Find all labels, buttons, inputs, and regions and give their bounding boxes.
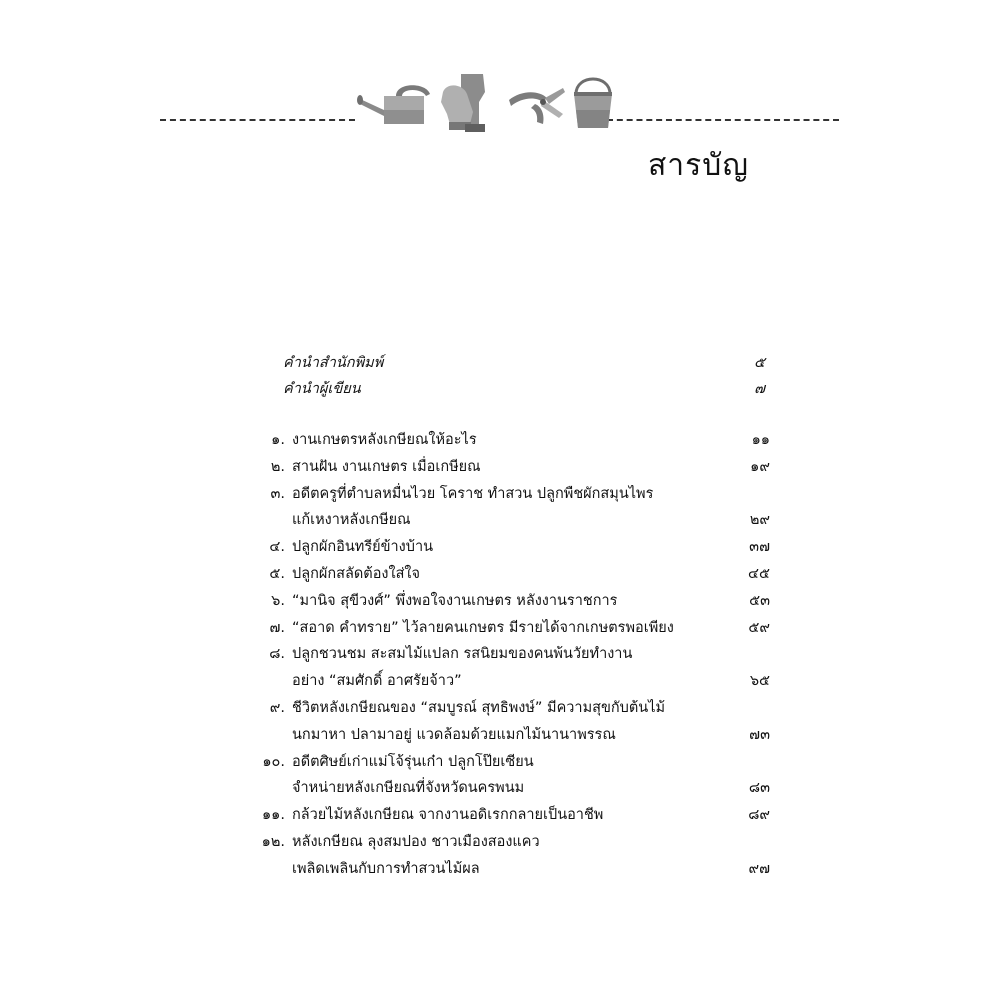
chapter-page-number: ๒๙ [749,512,770,529]
chapter-number: ๑๐. [262,753,285,770]
chapter-row [0,427,1000,453]
chapter-row [0,856,1000,882]
chapter-row [0,749,1000,775]
chapter-title: “มานิจ สุขีวงศ์” พึ่งพอใจงานเกษตร หลังงานราชการ [292,592,618,609]
chapter-number: ๙. [269,700,285,716]
chapter-title: นกมาหา ปลามาอยู่ แวดล้อมด้วยแมกไม้นานาพรรณ [292,726,616,743]
chapter-page-number: ๖๕ [749,673,770,690]
chapter-page-number: ๓๗ [749,539,770,556]
chapter-page-number: ๑๑ [751,432,770,448]
chapter-title: งานเกษตรหลังเกษียณให้อะไร [292,432,477,448]
chapter-row [0,615,1000,641]
chapter-page-number: ๔๕ [748,566,770,582]
bucket-icon [570,72,616,132]
chapter-number: ๘. [269,646,285,663]
chapter-number: ๑. [271,432,285,448]
chapter-row [0,802,1000,828]
chapter-title: “สอาด คำทราย” ไว้ลายคนเกษตร มีรายได้จากเกษตรพอเพียง [292,619,674,636]
chapter-row [0,507,1000,533]
chapter-row [0,775,1000,801]
chapter-number: ๒. [270,458,285,475]
chapter-number: ๓. [270,485,285,502]
header-divider-right [607,119,839,121]
chapter-row [0,722,1000,748]
chapter-page-number: ๙๗ [748,860,770,877]
preface-page-number: ๗ [754,381,765,397]
gardening-gloves-icon [439,72,501,134]
chapter-title: อดีตครูที่ตำบลหมื่นไวย โคราช ทำสวน ปลูกพืชผักสมุนไพร [292,485,654,502]
chapter-title: เพลิดเพลินกับการทำสวนไม้ผล [292,860,480,877]
preface-page-number: ๕ [754,355,765,371]
chapter-title: ปลูกชวนชม สะสมไม้แปลก รสนิยมของคนพ้นวัยทำงาน [292,646,633,663]
chapter-number: ๕. [269,566,285,582]
chapter-number: ๑๑. [261,807,285,824]
preface-row [0,350,1000,376]
chapter-title: กล้วยไม้หลังเกษียณ จากงานอดิเรกกลายเป็นอาชีพ [292,807,604,824]
chapter-title: แก้เหงาหลังเกษียณ [292,512,411,529]
chapter-row [0,454,1000,480]
header-divider-left [160,119,355,121]
chapter-number: ๑๒. [261,834,285,850]
chapter-title: สานฝัน งานเกษตร เมื่อเกษียณ [292,458,481,475]
pruning-shears-icon [505,84,567,126]
chapter-row [0,641,1000,667]
chapter-title: ปลูกผักสลัดต้องใส่ใจ [292,566,421,582]
chapter-page-number: ๕๙ [748,619,770,636]
chapter-row [0,481,1000,507]
chapter-title: จำหน่ายหลังเกษียณที่จังหวัดนครพนม [292,780,525,797]
chapter-row [0,829,1000,855]
chapter-page-number: ๑๙ [750,458,770,475]
watering-can-icon [356,80,438,128]
chapter-page-number: ๗๓ [749,726,770,743]
chapter-title: ปลูกผักอินทรีย์ข้างบ้าน [292,539,433,556]
page-title: สารบัญ [648,148,749,183]
preface-row [0,376,1000,402]
chapter-page-number: ๘๓ [748,780,770,797]
chapter-page-number: ๘๙ [748,807,770,824]
chapter-title: อดีตศิษย์เก่าแม่โจ้รุ่นเก๋า ปลูกโป๊ยเซียน [292,753,534,770]
chapter-title: หลังเกษียณ ลุงสมปอง ชาวเมืองสองแคว [292,834,540,850]
chapter-row [0,668,1000,694]
chapter-title: ชีวิตหลังเกษียณของ “สมบูรณ์ สุทธิพงษ์” มีความสุขกับต้นไม้ [292,700,666,716]
chapter-page-number: ๕๓ [749,592,770,609]
preface-title: คำนำผู้เขียน [283,381,361,397]
chapter-number: ๖. [271,592,285,609]
preface-title: คำนำสำนักพิมพ์ [283,355,384,371]
chapter-number: ๗. [269,619,285,636]
chapter-number: ๔. [269,539,285,556]
chapter-row [0,695,1000,721]
chapter-row [0,534,1000,560]
chapter-row [0,588,1000,614]
chapter-row [0,561,1000,587]
chapter-title: อย่าง “สมศักดิ์ อาศรัยจ้าว” [292,673,462,690]
